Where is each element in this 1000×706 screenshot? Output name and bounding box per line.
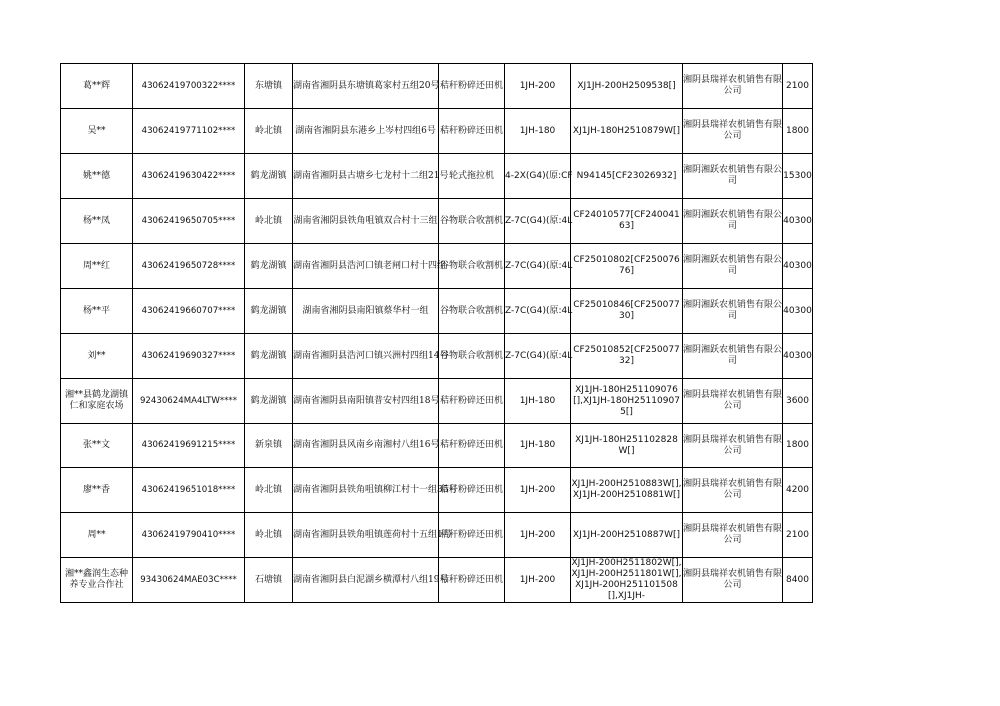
machine-model: 1JH-180 [519,440,556,450]
machine-model: 1JH-180 [519,395,556,406]
town-cell [245,244,293,289]
dealer-cell [683,424,783,468]
applicant-name: 周**红 [82,260,110,271]
machine-type-cell [439,379,505,424]
id-number: 43062419650728**** [141,260,236,271]
subsidy-amount: 2100 [786,80,809,91]
model-cell [505,244,571,289]
town: 岭北镇 [254,484,282,495]
serial-cell [571,64,683,109]
address-cell [293,289,439,334]
amount-cell [783,468,813,513]
address: 湖南省湘阴县铁角咀镇双合村十三组 [293,215,438,226]
serial-number: N94145[CF23026932] [576,170,677,181]
dealer: 湘阴湘跃农机销售有限公司 [683,255,783,276]
id-number-cell [133,334,245,379]
subsidy-amount: 4200 [786,484,809,495]
address-cell [293,199,439,244]
subsidy-amount: 40300 [783,215,812,226]
model-cell [505,109,571,154]
serial-number: XJ1JH-200H2510883W[],XJ1JH-200H2510881W[] [571,479,682,500]
address: 湖南省湘阴县风南乡南湘村八组16号 [293,440,440,450]
amount-cell [783,424,813,468]
applicant-name-cell [61,468,133,513]
address: 湖南省湘阴县东塘镇葛家村五组20号 [293,80,440,91]
dealer: 湘阴县瑞祥农机销售有限公司 [683,390,783,411]
machine-type-cell [439,64,505,109]
model-cell [505,64,571,109]
amount-cell [783,334,813,379]
amount-cell [783,513,813,558]
address-cell [293,244,447,289]
amount-cell [783,199,813,244]
serial-cell [571,558,683,603]
town-cell [245,334,293,379]
model-cell [505,289,571,334]
dealer-cell [683,558,783,603]
model-cell [505,334,571,379]
town-cell [245,289,293,334]
address-cell [293,513,452,558]
serial-number: CF25010852[CF25007732] [573,345,680,366]
town-cell [245,424,293,468]
machine-type: 秸秆粉碎还田机 [439,125,503,136]
applicant-name-cell [61,513,133,558]
subsidy-amount: 1800 [786,440,809,450]
table-row [61,289,813,334]
serial-number: XJ1JH-200H2509538[] [577,80,676,91]
dealer: 湘阴湘跃农机销售有限公司 [683,165,783,186]
serial-cell [571,109,683,154]
id-number: 43062419650705**** [141,215,236,226]
machine-type-cell [439,109,505,154]
town: 石塘镇 [254,574,282,585]
amount-cell [783,558,813,603]
id-number: 43062419690327**** [141,350,236,361]
town: 新泉镇 [254,440,282,450]
model-cell [505,379,571,424]
serial-number: XJ1JH-200H2511802W[],XJ1JH-200H2511801W[],XJ1JH-200H25110150​8[],XJ1JH- [571,558,682,601]
id-number: 43062419700322**** [141,80,236,91]
amount-cell [783,289,813,334]
id-number: 43062419630422**** [141,170,236,181]
machine-type: 秸秆粉碎还田机 [439,529,503,540]
machine-model: 1JH-200 [519,574,556,585]
machine-type-cell [439,558,505,603]
dealer: 湘阴县瑞祥农机销售有限公司 [683,120,783,141]
applicant-name-cell [61,289,133,334]
table-row [61,199,813,244]
address: 湖南省湘阴县东港乡上岑村四组6号 [295,125,436,136]
machine-type: 谷物联合收割机 [439,305,503,316]
id-number-cell [133,199,245,244]
applicant-name-cell [61,64,133,109]
serial-number: XJ1JH-200H2510887W[] [572,529,681,540]
id-number-cell [133,64,245,109]
serial-cell [571,468,683,513]
id-number-cell [133,379,245,424]
machine-type: 轮式拖拉机 [448,170,494,181]
applicant-name-cell [61,109,133,154]
serial-number: XJ1JH-180H2510879W[] [572,125,681,136]
machine-model: 1JH-200 [519,484,556,495]
serial-cell [571,334,683,379]
town-cell [245,468,293,513]
dealer: 湘阴县瑞祥农机销售有限公司 [683,434,783,456]
machine-type-cell [439,513,505,558]
table-row [61,424,813,468]
id-number-cell [133,558,245,603]
id-number: 92430624MA4LTW**** [139,395,238,406]
id-number: 43062419691215**** [141,440,236,450]
town-cell [245,513,293,558]
id-number: 43062419660707**** [141,305,236,316]
dealer-cell [683,199,783,244]
serial-cell [571,154,683,199]
id-number: 93430624MAE03C**** [140,574,237,585]
subsidy-amount: 40300 [783,305,812,316]
dealer: 湘阴县瑞祥农机销售有限公司 [683,479,783,500]
subsidy-amount: 1800 [786,125,809,136]
address-cell [293,154,449,199]
applicant-name: 杨**平 [82,305,110,316]
machine-type-cell [439,154,505,199]
records-body [61,64,813,603]
address: 湖南省湘阴县南阳镇普安村四组18号 [293,395,440,406]
id-number-cell [133,244,245,289]
town: 东塘镇 [254,80,282,91]
machine-type: 秸秆粉碎还田机 [439,80,503,91]
machine-type-cell [439,468,505,513]
amount-cell [783,109,813,154]
dealer-cell [683,109,783,154]
id-number-cell [133,154,245,199]
serial-cell [571,379,683,424]
machine-model: 1JH-200 [519,80,556,91]
dealer-cell [683,244,783,289]
town-cell [245,64,293,109]
town: 鹤龙湖镇 [250,395,287,406]
id-number-cell [133,424,245,468]
model-cell [505,513,571,558]
id-number: 43062419651018**** [141,484,236,495]
amount-cell [783,154,813,199]
id-number: 43062419790410**** [141,529,236,540]
dealer: 湘阴县瑞祥农机销售有限公司 [683,569,783,590]
applicant-name: 张**文 [82,440,110,450]
serial-cell [571,513,683,558]
machine-model: 4-2X(G4)(原:CF [505,170,573,181]
applicant-name: 姚**德 [82,170,110,181]
serial-number: CF25010846[CF25007730] [573,300,680,321]
machine-type-cell [439,289,505,334]
applicant-name: 廖**香 [82,484,110,495]
table-row [61,513,813,558]
subsidy-amount: 40300 [783,350,812,361]
machine-model: Z-7C(G4)(原:4L [505,260,573,271]
id-number-cell [133,513,245,558]
table-row [61,64,813,109]
machine-type-cell [439,199,505,244]
machine-model: Z-7C(G4)(原:4L [505,350,573,361]
town: 鹤龙湖镇 [250,350,287,361]
dealer-cell [683,154,783,199]
machine-model: Z-7C(G4)(原:4L [505,305,573,316]
machine-model: Z-7C(G4)(原:4L [505,215,573,226]
applicant-name: 周** [87,529,106,540]
amount-cell [783,244,813,289]
address: 湖南省湘阴县白泥湖乡横潭村八组19号 [293,574,449,585]
machine-type: 谷物联合收割机 [439,260,503,271]
machine-type: 秸秆粉碎还田机 [439,484,503,495]
town-cell [245,558,293,603]
address: 湖南省湘阴县铁角咀镇柳江村十一组35号 [293,484,458,495]
model-cell [505,558,571,603]
records-table [60,63,813,603]
address-cell [293,109,439,154]
dealer-cell [683,468,783,513]
dealer-cell [683,334,783,379]
town: 岭北镇 [254,215,282,226]
machine-model: 1JH-200 [519,529,556,540]
address-cell [293,558,449,603]
dealer-cell [683,379,783,424]
model-cell [505,199,571,244]
subsidy-amount: 8400 [786,574,809,585]
id-number-cell [133,109,245,154]
machine-type-cell [439,334,505,379]
dealer-cell [683,289,783,334]
applicant-name-cell [61,558,133,603]
machine-model: 1JH-180 [519,125,556,136]
model-cell [505,468,571,513]
town: 岭北镇 [254,529,282,540]
town: 鹤龙湖镇 [250,170,287,181]
serial-cell [571,424,683,468]
address-cell [293,468,458,513]
table-row [61,468,813,513]
serial-cell [571,244,683,289]
dealer: 湘阴湘跃农机销售有限公司 [683,210,783,231]
subsidy-amount: 3600 [786,395,809,406]
subsidy-record-sheet [60,63,812,603]
table-row [61,109,813,154]
applicant-name-cell [61,154,133,199]
machine-type-cell [439,244,505,289]
machine-type: 秸秆粉碎还田机 [439,440,503,450]
machine-type: 谷物联合收割机 [439,215,503,226]
table-row [61,334,813,379]
serial-cell [571,199,683,244]
address-cell [293,424,439,468]
dealer-cell [683,64,783,109]
address: 湖南省湘阴县古塘乡七龙村十二组21号 [293,170,449,181]
dealer: 湘阴县瑞祥农机销售有限公司 [683,524,783,545]
applicant-name-cell [61,244,133,289]
address-cell [293,379,439,424]
applicant-name-cell [61,334,133,379]
dealer: 湘阴湘跃农机销售有限公司 [683,345,783,366]
table-row [61,154,813,199]
subsidy-amount: 15300 [783,170,812,181]
address-cell [293,64,439,109]
machine-type: 谷物联合收割机 [439,350,503,361]
town-cell [245,154,293,199]
address: 湖南省湘阴县铁角咀镇莲荷村十五组1号 [293,529,452,540]
dealer: 湘阴县瑞祥农机销售有限公司 [683,75,783,96]
town: 鹤龙湖镇 [250,260,287,271]
applicant-name: 湘**鑫润生态种养专业合作社 [64,569,128,590]
applicant-name: 葛**辉 [82,80,110,91]
address: 湖南省湘阴县浩河口镇老闸口村十四组 [293,260,447,271]
applicant-name: 杨**凤 [82,215,110,226]
applicant-name: 湘**县鹤龙湖镇仁和家庭农场 [64,390,128,411]
applicant-name-cell [61,379,133,424]
dealer-cell [683,513,783,558]
amount-cell [783,379,813,424]
subsidy-amount: 40300 [783,260,812,271]
applicant-name: 刘** [87,350,106,361]
town-cell [245,109,293,154]
table-row [61,558,813,603]
machine-type-cell [439,424,505,468]
town-cell [245,379,293,424]
subsidy-amount: 2100 [786,529,809,540]
amount-cell [783,64,813,109]
applicant-name-cell [61,424,133,468]
serial-number: CF25010802[CF25007676] [573,255,680,276]
serial-cell [571,289,683,334]
id-number-cell [133,468,245,513]
id-number: 43062419771102**** [141,125,236,136]
dealer: 湘阴湘跃农机销售有限公司 [683,300,783,321]
table-row [61,379,813,424]
serial-number: XJ1JH-180H251109076[],XJ1JH-180H251109075[] [573,384,680,417]
applicant-name-cell [61,199,133,244]
address: 湖南省湘阴县南阳镇蔡华村一组 [302,305,429,316]
applicant-name: 吴** [87,125,106,136]
address-cell [293,334,449,379]
town: 鹤龙湖镇 [250,305,287,316]
model-cell [505,424,571,468]
model-cell [505,154,571,199]
town-cell [245,199,293,244]
address: 湖南省湘阴县浩河口镇兴洲村四组14号 [293,350,449,361]
machine-type: 秸秆粉碎还田机 [439,574,503,585]
machine-type: 秸秆粉碎还田机 [439,395,503,406]
id-number-cell [133,289,245,334]
town: 岭北镇 [254,125,282,136]
serial-number: CF24010577[CF24004163] [573,210,680,231]
table-row [61,244,813,289]
serial-number: XJ1JH-180H251102828W[] [575,434,678,456]
